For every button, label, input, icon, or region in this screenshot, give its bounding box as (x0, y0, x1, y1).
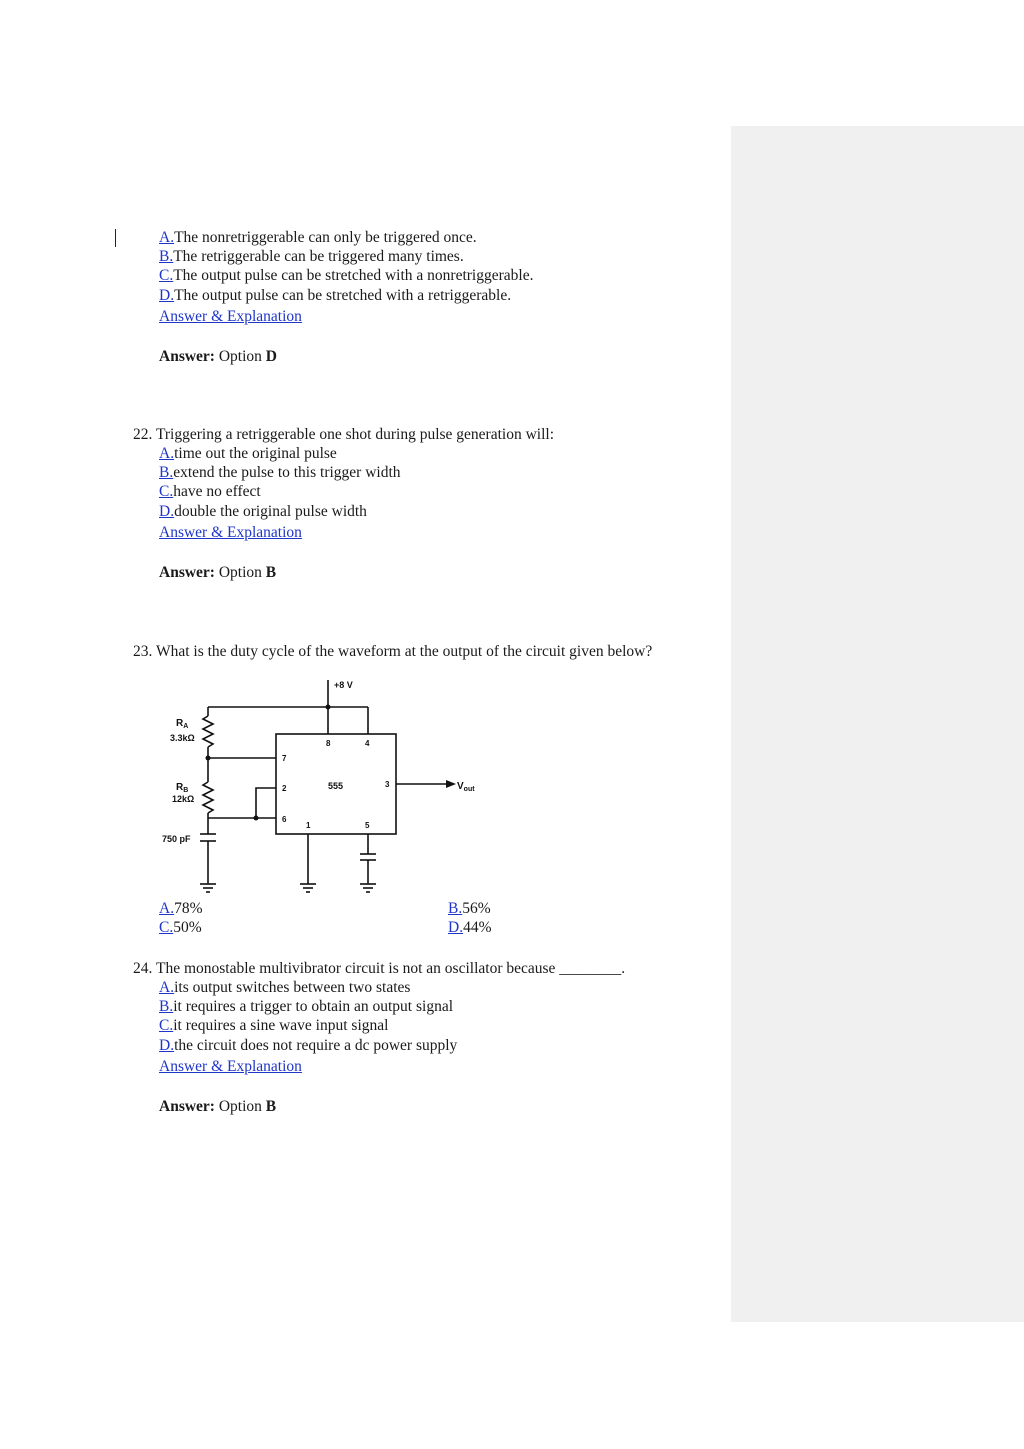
q21-option-c-text: The output pulse can be stretched with a nonretriggerable. (173, 267, 534, 284)
pin1-label: 1 (306, 821, 311, 830)
junction-pin7 (206, 756, 211, 761)
q23-option-c-text: 50% (173, 919, 202, 936)
resistor-ra (203, 716, 213, 747)
capacitor-value: 750 pF (162, 834, 191, 844)
junction-pin2-6 (254, 816, 259, 821)
q24-answer-value: B (265, 1098, 277, 1115)
supply-label: +8 V (334, 680, 353, 690)
q24-answer-explanation-link[interactable]: Answer & Explanation (159, 1058, 302, 1075)
q23-option-a-link[interactable]: A. (159, 900, 175, 917)
q21-option-c-link[interactable]: C. (159, 267, 174, 284)
q24-option-b[interactable] (159, 997, 453, 1016)
q23-option-b-text: 56% (462, 900, 491, 917)
q22-option-a-text: time out the original pulse (174, 445, 337, 462)
q21-option-d-link[interactable]: D. (159, 287, 175, 304)
q24-option-b-link[interactable]: B. (159, 998, 174, 1015)
pin7-label: 7 (282, 754, 287, 763)
rb-value: 12kΩ (172, 794, 195, 804)
q23-option-b[interactable] (448, 899, 491, 918)
q24-option-c-text: it requires a sine wave input signal (173, 1017, 389, 1034)
q24-answer-word: Option (218, 1098, 262, 1115)
q21-option-a-link[interactable]: A. (159, 229, 175, 246)
q22-option-b-link[interactable]: B. (159, 464, 174, 481)
q21-answer-label: Answer: (159, 348, 215, 365)
q24-option-d[interactable] (159, 1036, 457, 1055)
q21-answer-value: D (265, 348, 277, 365)
q24-answer (159, 1097, 276, 1116)
pin8-label: 8 (326, 739, 331, 748)
q24-answer-label: Answer: (159, 1098, 215, 1115)
q22-option-d-link[interactable]: D. (159, 503, 175, 520)
q21-answer-explanation-link[interactable]: Answer & Explanation (159, 308, 302, 325)
q23-option-d[interactable] (448, 918, 492, 937)
q21-option-d[interactable] (159, 286, 511, 305)
text-cursor (115, 229, 116, 247)
q22-option-d[interactable] (159, 502, 367, 521)
resistor-rb (203, 782, 213, 813)
rb-label: $R_B$ (176, 782, 189, 794)
ra-label: $R_A$ (176, 718, 189, 730)
q21-option-b-link[interactable]: B. (159, 248, 174, 265)
q24-option-c-link[interactable]: C. (159, 1017, 174, 1034)
q22-answer-explanation-link[interactable]: Answer & Explanation (159, 524, 302, 541)
q24-option-a-link[interactable]: A. (159, 979, 175, 996)
q23-option-d-text: 44% (463, 919, 492, 936)
pin6-label: 6 (282, 815, 287, 824)
q22-option-a[interactable] (159, 444, 337, 463)
q21-option-a[interactable] (159, 228, 477, 247)
q23-option-c-link[interactable]: C. (159, 919, 174, 936)
q22-option-b-text: extend the pulse to this trigger width (173, 464, 401, 481)
chip-label: 555 (328, 781, 344, 791)
q24-option-d-link[interactable]: D. (159, 1037, 175, 1054)
output-arrow (446, 780, 456, 788)
q24-option-b-text: it requires a trigger to obtain an output signal (173, 998, 454, 1015)
q23-question: 23. What is the duty cycle of the waveform at the output of the circuit given below? (133, 643, 653, 660)
q24-option-a-text: its output switches between two states (174, 979, 411, 996)
q24-option-a[interactable] (159, 978, 410, 997)
q22-option-c-link[interactable]: C. (159, 483, 174, 500)
q24-question: 24. The monostable multivibrator circuit is not an oscillator because ________. (133, 960, 626, 977)
vout-label: $V_{out}$ (457, 781, 475, 793)
comment-pane (731, 126, 1024, 1322)
circuit-diagram (150, 672, 490, 900)
q23-option-c[interactable] (159, 918, 202, 937)
q23-option-d-link[interactable]: D. (448, 919, 464, 936)
q21-answer (159, 347, 277, 366)
q22-answer-word: Option (218, 564, 262, 581)
q22-answer-label: Answer: (159, 564, 215, 581)
q21-answer-word: Option (218, 348, 262, 365)
q21-option-b[interactable] (159, 247, 464, 266)
q23-option-a[interactable] (159, 899, 203, 918)
pin3-label: 3 (385, 780, 390, 789)
q22-answer-value: B (265, 564, 277, 581)
q23-option-a-text: 78% (174, 900, 203, 917)
ra-value: 3.3kΩ (170, 733, 195, 743)
q22-question: 22. Triggering a retriggerable one shot during pulse generation will: (133, 426, 554, 443)
pin2-wire (256, 788, 276, 818)
q22-option-d-text: double the original pulse width (174, 503, 367, 520)
q23-option-b-link[interactable]: B. (448, 900, 463, 917)
q21-option-a-text: The nonretriggerable can only be triggered once. (174, 229, 477, 246)
pin4-label: 4 (365, 739, 370, 748)
q22-option-c-text: have no effect (173, 483, 261, 500)
q24-option-d-text: the circuit does not require a dc power supply (174, 1037, 458, 1054)
q21-option-c[interactable] (159, 266, 533, 285)
q22-option-c[interactable] (159, 482, 261, 501)
q22-answer (159, 563, 276, 582)
q21-option-d-text: The output pulse can be stretched with a retriggerable. (174, 287, 512, 304)
pin5-label: 5 (365, 821, 370, 830)
q24-option-c[interactable] (159, 1016, 388, 1035)
pin2-label: 2 (282, 784, 287, 793)
q22-option-b[interactable] (159, 463, 401, 482)
q22-option-a-link[interactable]: A. (159, 445, 175, 462)
q21-option-b-text: The retriggerable can be triggered many times. (173, 248, 464, 265)
junction-supply (326, 705, 331, 710)
